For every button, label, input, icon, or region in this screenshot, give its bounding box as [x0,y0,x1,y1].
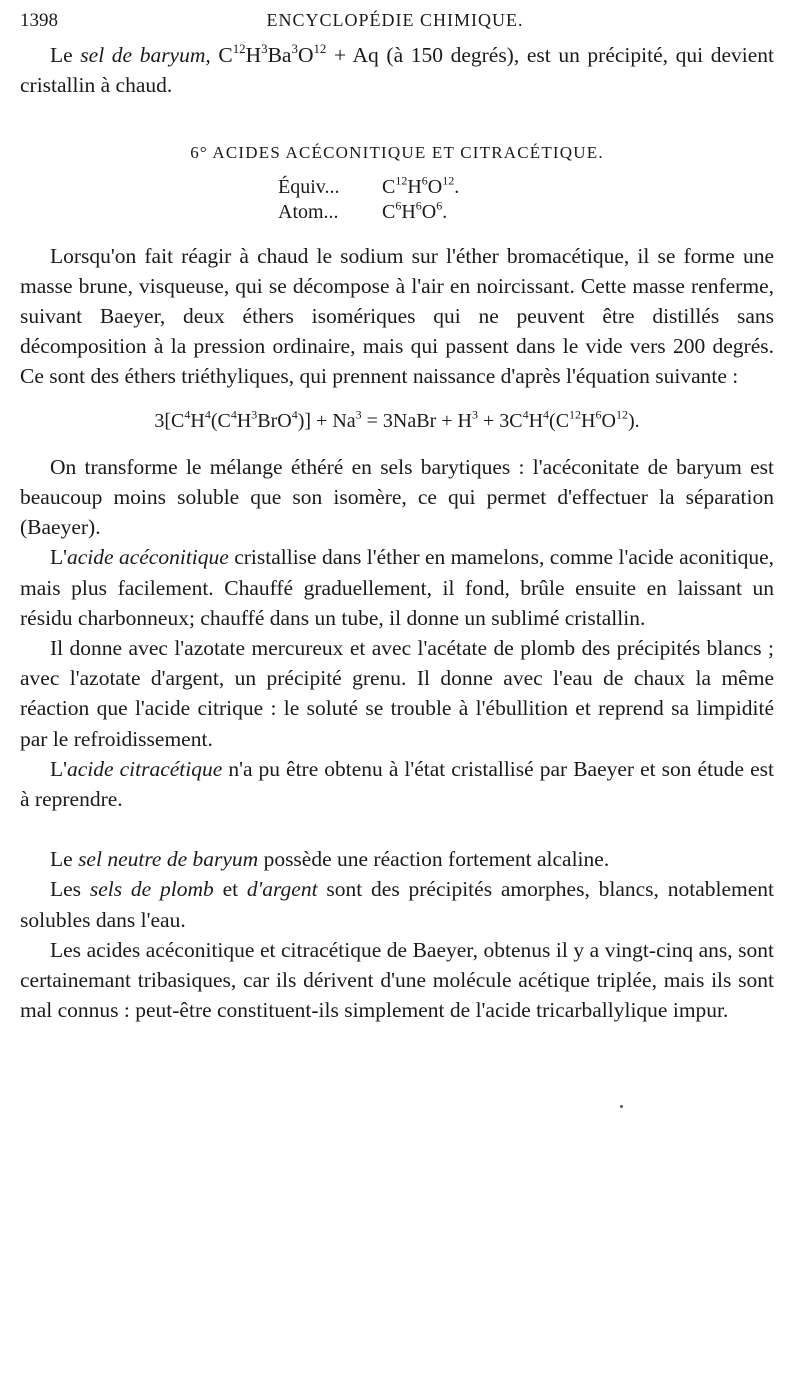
formula-equiv: Équiv... $C^{12}H^6O^{12}$. [278,173,460,198]
formula-atom: Atom... $C^6H^6O^6$. [278,198,448,223]
paragraph-lorsque: Lorsqu'on fait réagir à chaud le sodium sur l'éther bromacétique, il se forme une masse brune, visqueuse, qui se décompose à l'air en noircissant. Cette masse renferme, suivant Baeyer, deux éthers isomériques qui ne peuvent être distillés sans décomposition à la pression ordinaire, mais qui passent dans le vide vers 200 degrés. Ce sont des éthers triéthyliques, qui prennent naissance d'après l'équation suivante : [20,243,774,389]
page-header [20,10,770,36]
section-title: 6° ACIDES ACÉCONITIQUE ET CITRACÉTIQUE. [190,143,604,163]
page-body [20,40,774,1025]
italic-term: sels de plomb [89,877,214,902]
italic-term: sel neutre de baryum [78,847,259,872]
formula-label: Équiv... [278,175,340,198]
paragraph-sel-de-baryum: Le sel de baryum, $C^{12}H^3Ba^3O^{12} + Aq$ (à 150 degrés), est un précipité, qui devient cristallin à chaud. [20,41,774,98]
paragraph-acide-citracetique: L'acide citracétique n'a pu être obtenu à l'état cristallisé par Baeyer et son étude est à reprendre. [20,756,774,812]
running-title: ENCYCLOPÉDIE CHIMIQUE. [266,10,524,30]
italic-term: d'argent [246,877,318,902]
italic-term: sel de baryum, [80,43,211,67]
ink-speck [620,1105,623,1108]
paragraph-sel-neutre: Le sel neutre de baryum possède une réaction fortement alcaline. [50,847,610,872]
paragraph-transforme: On transforme le mélange éthéré en sels barytiques : l'acéconitate de baryum est beaucoup moins soluble que son isomère, ce qui permet d'effectuer la séparation (Baeyer). [20,454,774,540]
page-number: 1398 [20,10,58,31]
paragraph-les-acides: Les acides acéconitique et citracétique de Baeyer, obtenus il y a vingt-cinq ans, sont certainemant tribasiques, car ils dérivent d'une molécule acétique triplée, mais ils sont mal connus : peut-être constituent-ils simplement de l'acide tricarballylique impur. [20,937,774,1023]
paragraph-il-donne: Il donne avec l'azotate mercureux et avec l'acétate de plomb des précipités blancs ; avec l'azotate d'argent, un précipité grenu. Il donne avec l'eau de chaux la même réaction que l'acide citrique : le soluté se trouble à l'ébullition et reprend sa limpidité par le refroidissement. [20,636,774,751]
paragraph-acide-aceconitique: L'acide acéconitique cristallise dans l'éther en mamelons, comme l'acide aconitique, mais plus facilement. Chauffé graduellement, il fond, brûle ensuite en laissant un résidu charbonneux; chauffé dans un tube, il donne un sublimé cristallin. [20,545,774,630]
formula-block [278,175,774,225]
italic-term: acide acéconitique [67,545,229,570]
paragraph-sels-plomb-argent: Les sels de plomb et d'argent sont des précipités amorphes, blancs, notablement solubles dans l'eau. [20,877,775,932]
chemical-equation: $3[C^4H^4(C^4H^3BrO^4)] + Na^3$ = 3NaBr + $H^3 + 3C^4H^4(C^{12}H^6O^{12})$. [154,407,640,432]
spacer [20,814,774,844]
italic-term: acide citracétique [67,756,223,781]
formula-label: Atom... [278,200,339,223]
